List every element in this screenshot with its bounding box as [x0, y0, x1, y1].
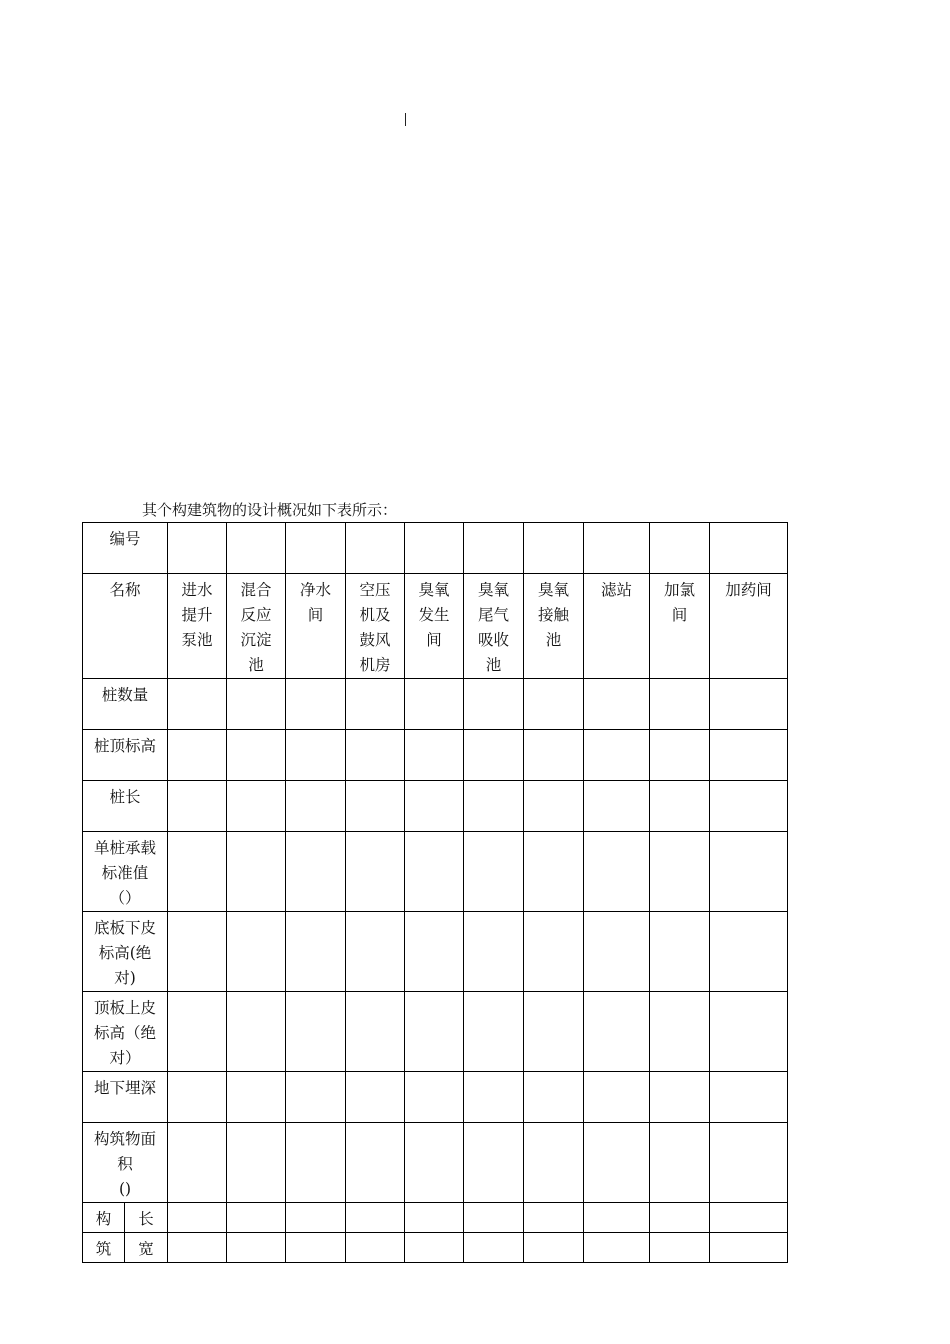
row-label-pile-length: 桩长 [83, 781, 168, 832]
row-label-name: 名称 [83, 574, 168, 679]
cell [286, 730, 346, 781]
cell [524, 912, 584, 992]
cell [650, 992, 710, 1072]
cell [346, 1203, 405, 1233]
row-structure-area [83, 1123, 788, 1203]
cell [346, 781, 405, 832]
structure-name-cell: 臭氧 尾气 吸收 池 [464, 574, 524, 679]
cell [584, 679, 650, 730]
row-burial-depth [83, 1072, 788, 1123]
cell [524, 523, 584, 574]
cell [464, 781, 524, 832]
cell [710, 679, 788, 730]
cell [168, 1233, 227, 1263]
row-label-top-slab-elevation: 顶板上皮 标高（绝 对） [83, 992, 168, 1072]
cell [584, 1123, 650, 1203]
structure-name-cell: 臭氧 接触 池 [524, 574, 584, 679]
cell [227, 679, 286, 730]
structure-name-cell: 滤站 [584, 574, 650, 679]
cell [584, 1233, 650, 1263]
cell [227, 781, 286, 832]
cell [464, 730, 524, 781]
cell [405, 730, 464, 781]
cell [405, 1123, 464, 1203]
cell [464, 523, 524, 574]
cell [227, 912, 286, 992]
cell [168, 1123, 227, 1203]
cell [524, 679, 584, 730]
cell [650, 1072, 710, 1123]
structure-design-table [82, 522, 788, 1263]
row-length [83, 1203, 788, 1233]
cell [168, 1072, 227, 1123]
row-label-burial-depth: 地下埋深 [83, 1072, 168, 1123]
cell [584, 523, 650, 574]
cell [650, 781, 710, 832]
cell [168, 730, 227, 781]
cell [405, 1233, 464, 1263]
cell [286, 992, 346, 1072]
cell [650, 832, 710, 912]
structure-name-cell: 进水 提升 泵池 [168, 574, 227, 679]
cell [710, 1203, 788, 1233]
row-name [83, 574, 788, 679]
cell [584, 1072, 650, 1123]
cell [524, 832, 584, 912]
structure-name-cell: 混合 反应 沉淀 池 [227, 574, 286, 679]
row-label-single-pile-capacity: 单桩承载 标准值 （） [83, 832, 168, 912]
row-label-bottom-slab-elevation: 底板下皮 标高(绝 对) [83, 912, 168, 992]
cell [650, 1123, 710, 1203]
cell [464, 1203, 524, 1233]
cell [227, 1203, 286, 1233]
text-cursor-mark [405, 113, 406, 126]
cell [464, 679, 524, 730]
cell [346, 730, 405, 781]
cell [286, 679, 346, 730]
row-pile-count [83, 679, 788, 730]
cell [464, 832, 524, 912]
cell [346, 1123, 405, 1203]
cell [286, 912, 346, 992]
cell [524, 1072, 584, 1123]
cell [584, 1203, 650, 1233]
structure-name-cell: 空压 机及 鼓风 机房 [346, 574, 405, 679]
cell [710, 730, 788, 781]
cell [584, 912, 650, 992]
row-label-pile-top-elevation: 桩顶标高 [83, 730, 168, 781]
cell [710, 1123, 788, 1203]
cell [650, 912, 710, 992]
cell [464, 992, 524, 1072]
cell [650, 523, 710, 574]
cell [584, 832, 650, 912]
cell [464, 1233, 524, 1263]
cell [710, 832, 788, 912]
cell [405, 1072, 464, 1123]
cell [405, 912, 464, 992]
cell [168, 679, 227, 730]
row-label-structure-area: 构筑物面 积 () [83, 1123, 168, 1203]
cell [227, 1233, 286, 1263]
cell [524, 1233, 584, 1263]
row-width [83, 1233, 788, 1263]
cell [227, 523, 286, 574]
cell [286, 1123, 346, 1203]
cell [710, 992, 788, 1072]
cell [168, 912, 227, 992]
row-label-number: 编号 [83, 523, 168, 574]
cell [168, 992, 227, 1072]
cell [710, 1072, 788, 1123]
cell [346, 832, 405, 912]
cell [346, 992, 405, 1072]
cell [584, 781, 650, 832]
cell [227, 1072, 286, 1123]
cell [227, 730, 286, 781]
cell [584, 730, 650, 781]
cell [227, 1123, 286, 1203]
cell [286, 1203, 346, 1233]
cell [405, 679, 464, 730]
row-pile-length [83, 781, 788, 832]
cell [405, 992, 464, 1072]
cell [524, 781, 584, 832]
cell [464, 1072, 524, 1123]
cell [346, 912, 405, 992]
cell [346, 1233, 405, 1263]
row-pile-top-elevation [83, 730, 788, 781]
cell [286, 1072, 346, 1123]
row-label-pile-count: 桩数量 [83, 679, 168, 730]
cell [286, 1233, 346, 1263]
cell [286, 832, 346, 912]
row-single-pile-capacity [83, 832, 788, 912]
cell [710, 912, 788, 992]
cell [227, 992, 286, 1072]
cell [524, 1123, 584, 1203]
cell [650, 679, 710, 730]
cell [464, 1123, 524, 1203]
cell [405, 523, 464, 574]
cell [464, 912, 524, 992]
group-label-top: 构 [83, 1203, 125, 1233]
cell [286, 523, 346, 574]
cell [168, 832, 227, 912]
row-label-length: 长 [125, 1203, 168, 1233]
cell [168, 523, 227, 574]
cell [710, 1233, 788, 1263]
cell [650, 730, 710, 781]
cell [405, 1203, 464, 1233]
cell [584, 992, 650, 1072]
cell [286, 781, 346, 832]
structure-name-cell: 臭氧 发生 间 [405, 574, 464, 679]
cell [168, 1203, 227, 1233]
structure-name-cell: 净水 间 [286, 574, 346, 679]
structure-name-cell: 加氯 间 [650, 574, 710, 679]
cell [405, 781, 464, 832]
row-top-slab-elevation [83, 992, 788, 1072]
cell [346, 1072, 405, 1123]
row-bottom-slab-elevation [83, 912, 788, 992]
cell [524, 992, 584, 1072]
cell [346, 523, 405, 574]
cell [710, 781, 788, 832]
cell [650, 1233, 710, 1263]
structure-name-cell: 加药间 [710, 574, 788, 679]
cell [227, 832, 286, 912]
cell [168, 781, 227, 832]
cell [524, 730, 584, 781]
row-label-width: 宽 [125, 1233, 168, 1263]
cell [710, 523, 788, 574]
cell [524, 1203, 584, 1233]
row-number [83, 523, 788, 574]
cell [346, 679, 405, 730]
group-label-bottom: 筑 [83, 1233, 125, 1263]
cell [405, 832, 464, 912]
intro-sentence: 其个构建筑物的设计概况如下表所示： [142, 501, 398, 519]
cell [650, 1203, 710, 1233]
